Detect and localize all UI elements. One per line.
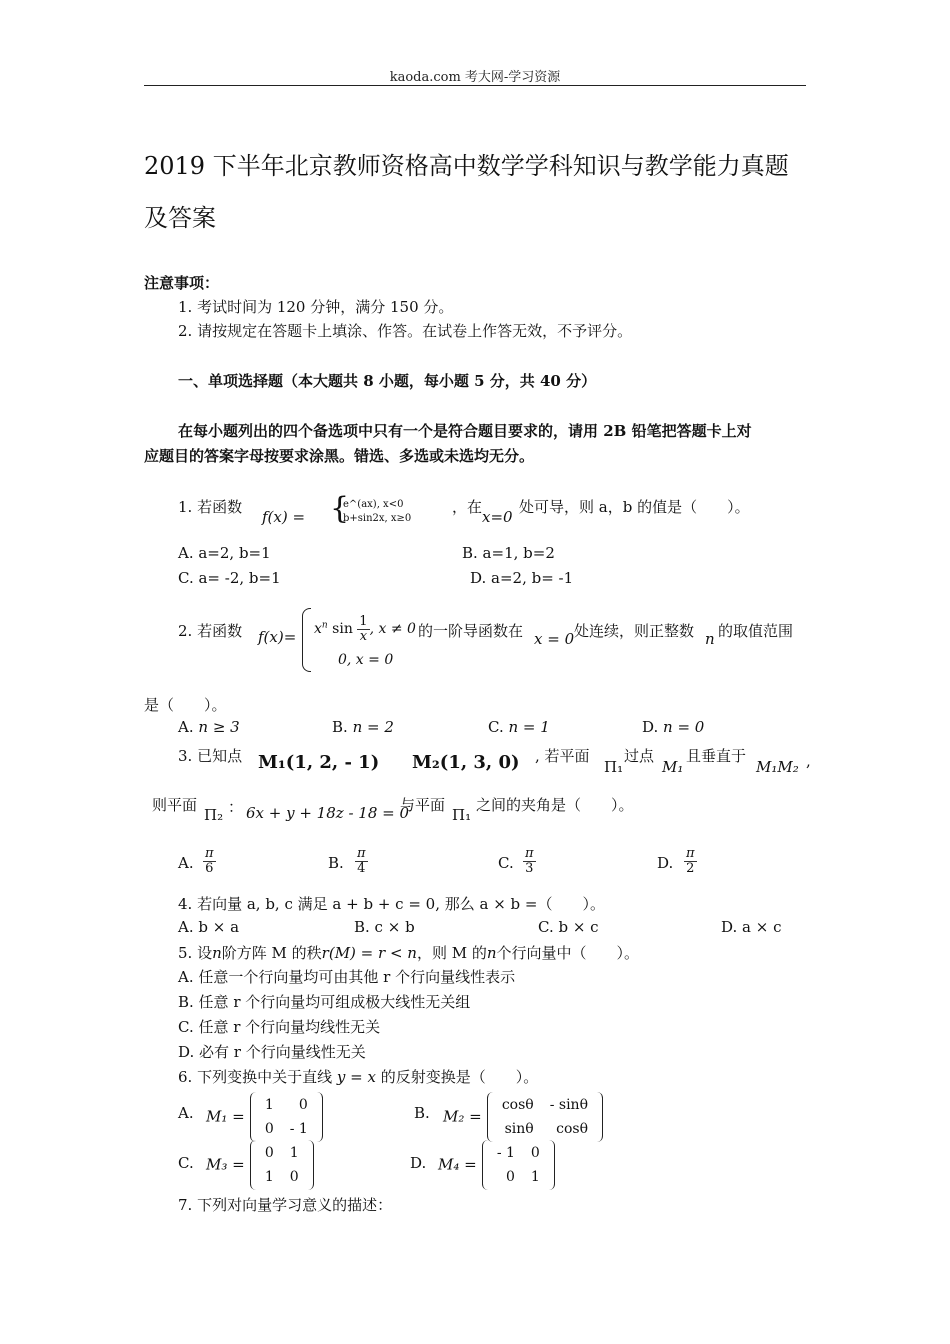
q7-text: 7. 下列对向量学习意义的描述： <box>178 1196 393 1214</box>
q6-option-a: A. <box>178 1104 194 1122</box>
q3-option-c: C. <box>498 854 514 872</box>
q2-case-1: $x^n$ $\sin \frac{1}{x}$, x ≠ 0 <box>314 614 416 644</box>
page-header: kaoda.com 考大网-学习资源 <box>389 70 561 85</box>
section-instruction-1: 在每小题列出的四个备选项中只有一个是符合题目要求的，请用 2B 铅笔把答题卡上对 <box>178 422 752 440</box>
q2-brace <box>302 608 311 672</box>
q3-pi2: Π₂ <box>204 806 224 824</box>
q3-option-c-frac: $\frac{\pi}{3}$ <box>525 846 534 876</box>
q3-m1b: M₁ <box>662 758 684 776</box>
q2-option-a: A. n ≥ 3 <box>178 718 240 736</box>
q5-option-c: C. 任意 r 个行向量均线性无关 <box>178 1018 381 1036</box>
q2-fx: f(x)= <box>258 628 297 646</box>
q2-option-d: D. n = 0 <box>642 718 705 736</box>
q2-mid2: 处连续，则正整数 <box>574 622 695 640</box>
q3-prefix: 3. 已知点 <box>178 747 243 765</box>
q1-option-b: B. a=1, b=2 <box>462 544 555 562</box>
q3-mid3: 且垂直于 <box>686 747 747 765</box>
q3-option-d-frac: $\frac{\pi}{2}$ <box>686 846 695 876</box>
section-instruction-2: 应题目的答案字母按要求涂黑。错选、多选或未选均无分。 <box>144 447 535 465</box>
q6-matrix-d: M₄ = - 1 0 0 1 <box>438 1140 555 1190</box>
q1-case-1: e^(ax), x<0 <box>343 499 404 510</box>
q2-frac: $\frac{1}{x}$ <box>359 614 368 644</box>
q4-option-d: D. a × c <box>721 918 782 936</box>
q3-option-a-frac: $\frac{\pi}{6}$ <box>205 846 214 876</box>
q1-prefix: 1. 若函数 <box>178 498 243 516</box>
q2-at: x = 0 <box>534 630 575 648</box>
q1-mid: ，在 <box>452 498 483 516</box>
notice-item-1: 1. 考试时间为 120 分钟，满分 150 分。 <box>178 298 454 316</box>
q3-comma: , <box>806 752 811 770</box>
q3-mid2: 过点 <box>624 747 655 765</box>
q6-option-c: C. <box>178 1154 194 1172</box>
q3-option-d: D. <box>657 854 674 872</box>
notice-heading: 注意事项： <box>144 274 220 292</box>
q3-m2: M₂(1, 3, 0) <box>412 752 520 773</box>
notice-item-2: 2. 请按规定在答题卡上填涂、作答。在试卷上作答无效，不予评分。 <box>178 322 633 340</box>
q3-m1m2: M₁M₂ <box>756 758 799 776</box>
q5-option-d: D. 必有 r 个行向量线性无关 <box>178 1043 366 1061</box>
q5-option-b: B. 任意 r 个行向量均可组成极大线性无关组 <box>178 993 471 1011</box>
q1-at: x=0 <box>482 508 513 526</box>
q1-case-2: b+sin2x, x≥0 <box>343 513 412 524</box>
q4-option-a: A. b × a <box>178 918 240 936</box>
q6-matrix-b: M₂ = cosθ - sinθ sinθ cosθ <box>443 1092 603 1142</box>
q6-option-d: D. <box>410 1154 427 1172</box>
q3-plane-eq: 6x + y + 18z - 18 = 0 <box>246 804 410 822</box>
q5-option-a: A. 任意一个行向量均可由其他 r 个行向量线性表示 <box>178 968 516 986</box>
q4-option-b: B. c × b <box>354 918 415 936</box>
q2-suffix: 的取值范围 <box>718 622 794 640</box>
q6-option-b: B. <box>414 1104 430 1122</box>
q2-var: n <box>705 630 715 648</box>
q5-text: 5. 设n阶方阵 M 的秩r(M) = r < n，则 M 的n个行向量中（ ）。 <box>178 944 640 962</box>
q4-option-c: C. b × c <box>538 918 599 936</box>
q3-pi1: Π₁ <box>604 758 624 776</box>
q1-suffix: 处可导，则 a，b 的值是（ ）。 <box>519 498 750 516</box>
q6-matrix-c: M₃ = 0 1 1 0 <box>206 1140 314 1190</box>
q2-option-b: B. n = 2 <box>332 718 394 736</box>
q3-line2-c: 之间的夹角是（ ）。 <box>476 796 634 814</box>
q1-option-c: C. a= -2, b=1 <box>178 569 281 587</box>
section-heading: 一、单项选择题（本大题共 8 小题，每小题 5 分，共 40 分） <box>178 372 597 390</box>
q3-line2-b: 与平面 <box>400 796 446 814</box>
q3-m1: M₁(1, 2, - 1) <box>258 752 380 773</box>
q1-option-d: D. a=2, b= -1 <box>470 569 574 587</box>
q1-option-a: A. a=2, b=1 <box>178 544 271 562</box>
page-title: 2019 下半年北京教师资格高中数学学科知识与教学能力真题及答案 <box>144 152 789 232</box>
q3-option-a: A. <box>178 854 194 872</box>
q2-case-2: 0, x = 0 <box>338 652 394 668</box>
q3-mid: , 若平面 <box>535 747 590 765</box>
q2-prefix: 2. 若函数 <box>178 622 243 640</box>
q1-brace: { <box>330 491 350 526</box>
q6-text: 6. 下列变换中关于直线 y = x 的反射变换是（ ）。 <box>178 1068 539 1086</box>
q4-text: 4. 若向量 a, b, c 满足 a + b + c = 0, 那么 a × b =（ ）。 <box>178 895 605 913</box>
q6-matrix-a: M₁ = 1 0 0 - 1 <box>206 1092 323 1142</box>
q1-fx: f(x) = <box>262 508 306 526</box>
q3-line2-a: 则平面 <box>152 796 198 814</box>
q2-mid: 的一阶导函数在 <box>418 622 524 640</box>
q3-pi1b: Π₁ <box>452 806 472 824</box>
q3-option-b-frac: $\frac{\pi}{4}$ <box>357 846 366 876</box>
q3-colon: ： <box>228 798 244 816</box>
q2-option-c: C. n = 1 <box>488 718 550 736</box>
header-rule <box>144 85 806 86</box>
q3-option-b: B. <box>328 854 344 872</box>
q2-cont: 是（ ）。 <box>144 696 227 714</box>
